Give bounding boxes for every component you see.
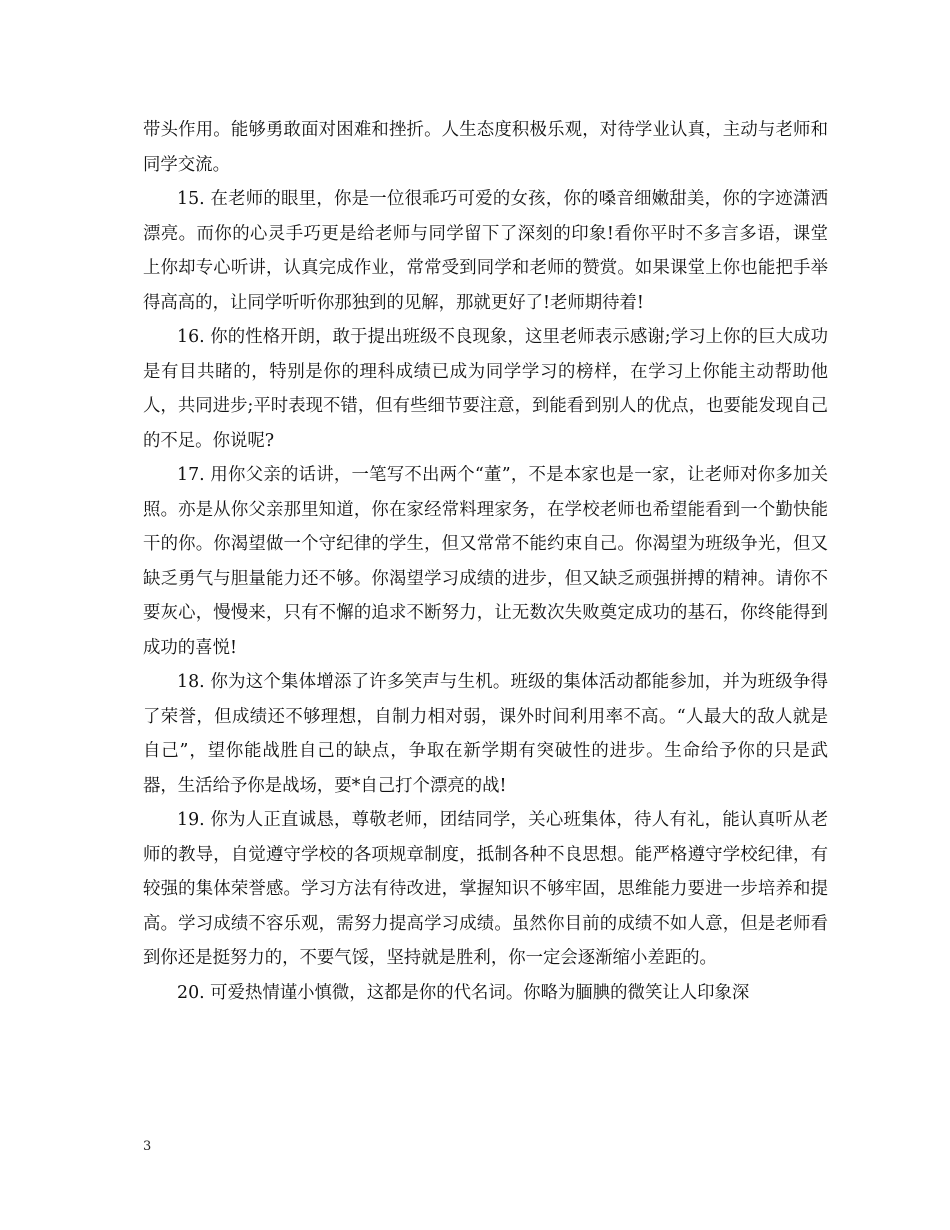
paragraph-item-17: 17. 用你父亲的话讲，一笔写不出两个“董”，不是本家也是一家，让老师对你多加关照。亦是从你父亲那里知道，你在家经常料理家务，在学校老师也希望能看到一个勤快能干的你。你渴望做一个守纪律的学生，但又常常不能约束自己。你渴望为班级争光，但又缺乏勇气与胆量能力还不够。你渴望学习成绩的进步，但又缺乏顽强拼搏的精神。请你不要灰心，慢慢来，只有不懈的追求不断努力，让无数次失败奠定成功的基石，你终能得到成功的喜悦! [143, 465, 828, 658]
document-body [143, 113, 828, 1010]
paragraph-item-16: 16. 你的性格开朗，敢于提出班级不良现象，这里老师表示感谢;学习上你的巨大成功是有目共睹的，特别是你的理科成绩已成为同学学习的榜样，在学习上你能主动帮助他人，共同进步;平时表现不错，但有些细节要注意，到能看到别人的优点，也要能发现自己的不足。你说呢? [143, 327, 828, 451]
paragraph-item-19: 19. 你为人正直诚恳，尊敬老师，团结同学，关心班集体，待人有礼，能认真听从老师的教导，自觉遵守学校的各项规章制度，抵制各种不良思想。能严格遵守学校纪律，有较强的集体荣誉感。学习方法有待改进，掌握知识不够牢固，思维能力要进一步培养和提高。学习成绩不容乐观，需努力提高学习成绩。虽然你目前的成绩不如人意，但是老师看到你还是挺努力的，不要气馁，坚持就是胜利，你一定会逐渐缩小差距的。 [143, 810, 828, 968]
paragraph-item-18: 18. 你为这个集体增添了许多笑声与生机。班级的集体活动都能参加，并为班级争得了荣誉，但成绩还不够理想，自制力相对弱，课外时间利用率不高。“人最大的敌人就是自己”，望你能战胜自己的缺点，争取在新学期有突破性的进步。生命给予你的只是武器，生活给予你是战场，要*自己打个漂亮的战! [143, 672, 828, 796]
paragraph-item-20: 20. 可爱热情谨小慎微，这都是你的代名词。你略为腼腆的微笑让人印象深 [177, 982, 750, 1003]
page-number: 3 [143, 1139, 152, 1154]
paragraph-continuation: 带头作用。能够勇敢面对困难和挫折。人生态度积极乐观，对待学业认真，主动与老师和同学交流。 [143, 120, 828, 175]
paragraph-item-15: 15. 在老师的眼里，你是一位很乖巧可爱的女孩，你的嗓音细嫩甜美，你的字迹潇洒漂亮。而你的心灵手巧更是给老师与同学留下了深刻的印象!看你平时不多言多语，课堂上你却专心听讲，认真完成作业，常常受到同学和老师的赞赏。如果课堂上你也能把手举得高高的，让同学听听你那独到的见解，那就更好了!老师期待着! [143, 189, 828, 313]
